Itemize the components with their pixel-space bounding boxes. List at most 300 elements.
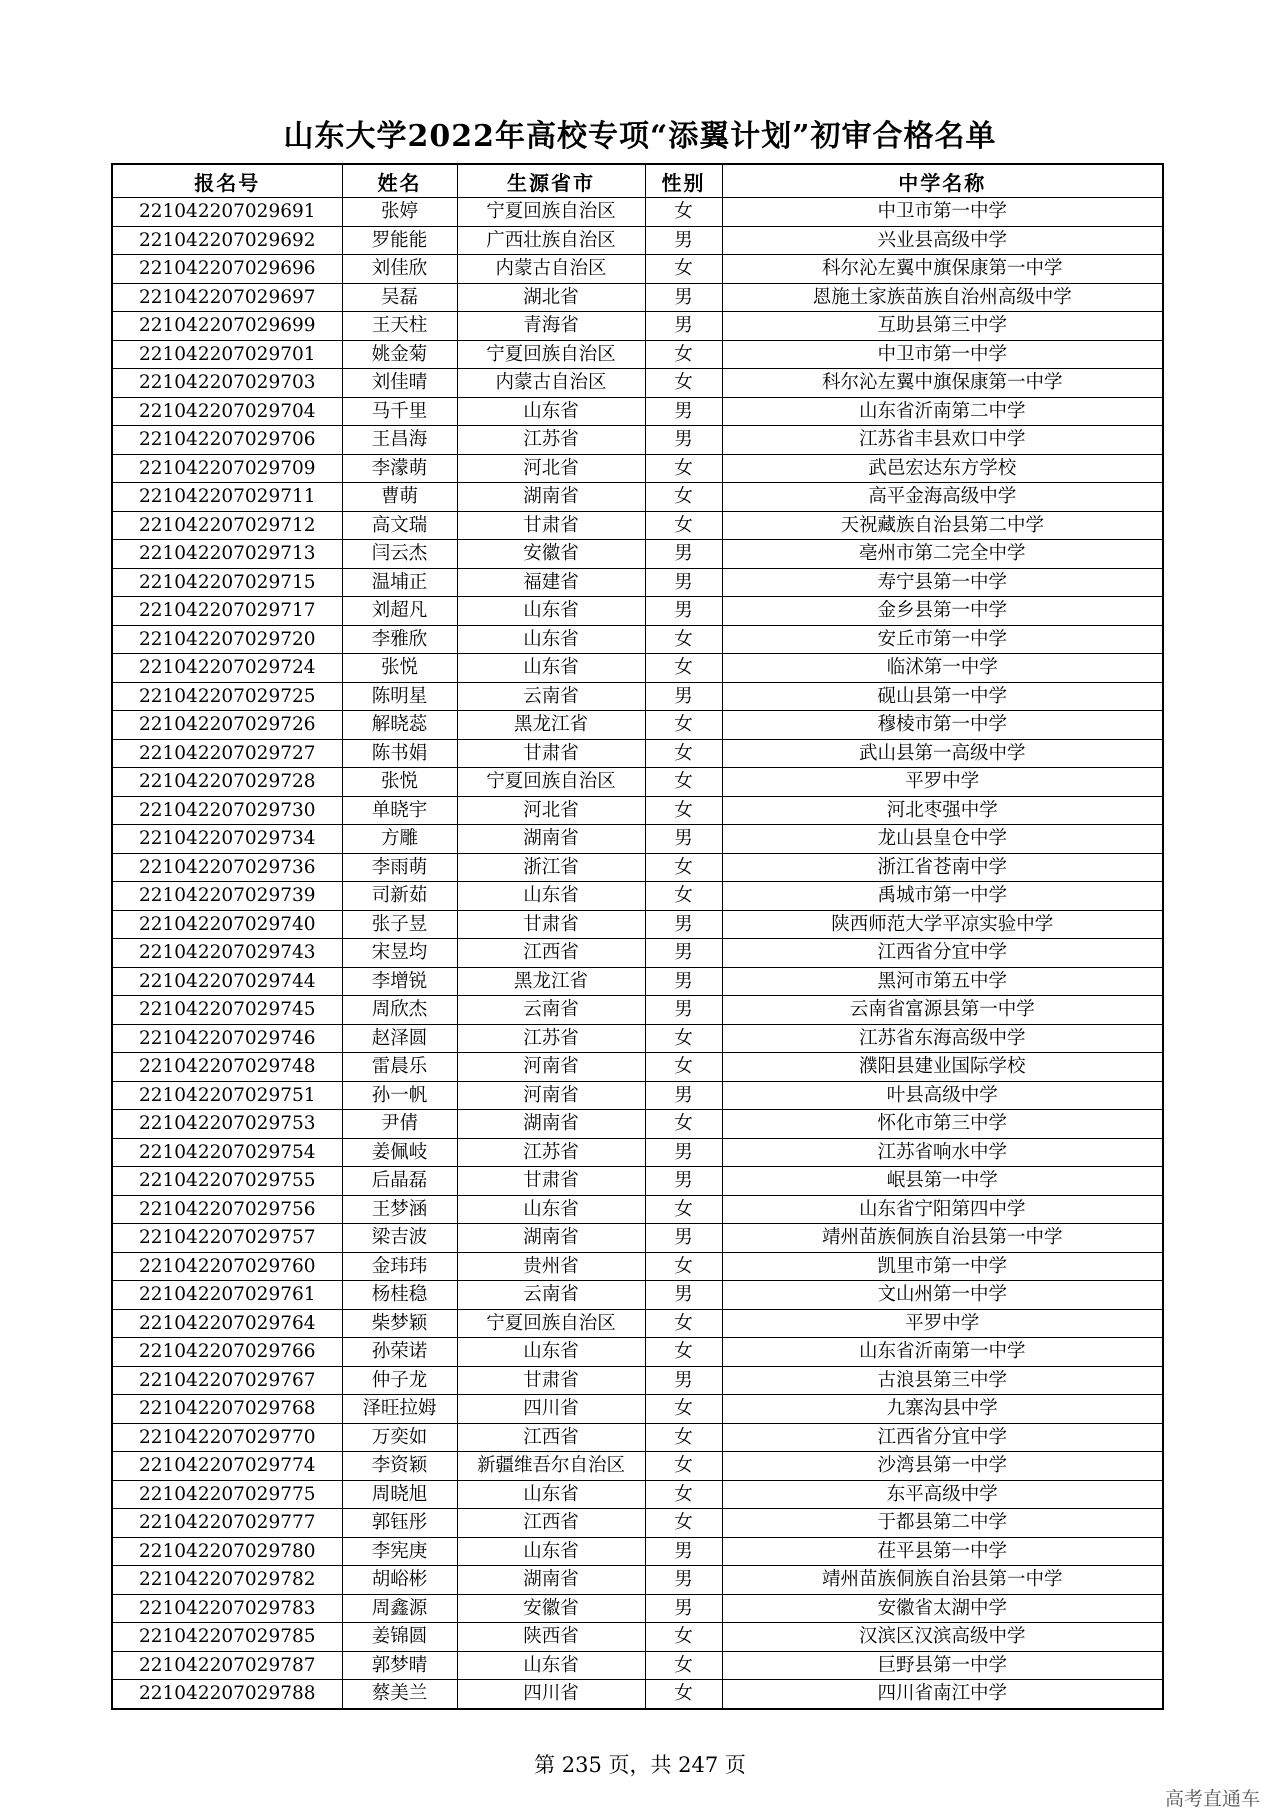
name-cell: 张悦 xyxy=(342,768,457,797)
gender-cell: 女 xyxy=(645,768,722,797)
province-cell: 宁夏回族自治区 xyxy=(457,768,645,797)
name-cell: 姜锦圆 xyxy=(342,1623,457,1652)
table-row xyxy=(112,882,1163,911)
province-cell: 江西省 xyxy=(457,1509,645,1538)
table-row xyxy=(112,1195,1163,1224)
table-row xyxy=(112,1566,1163,1595)
table-row xyxy=(112,540,1163,569)
gender-cell: 男 xyxy=(645,825,722,854)
table-row xyxy=(112,1594,1163,1623)
gender-cell: 女 xyxy=(645,1395,722,1424)
school-cell: 茌平县第一中学 xyxy=(722,1537,1163,1566)
name-cell: 孙一帆 xyxy=(342,1081,457,1110)
school-cell: 中卫市第一中学 xyxy=(722,198,1163,227)
registration-number-cell: 221042207029746 xyxy=(112,1024,342,1053)
province-cell: 山东省 xyxy=(457,1651,645,1680)
province-cell: 山东省 xyxy=(457,625,645,654)
registration-number-cell: 221042207029736 xyxy=(112,853,342,882)
gender-cell: 男 xyxy=(645,397,722,426)
province-cell: 云南省 xyxy=(457,1281,645,1310)
gender-cell: 男 xyxy=(645,597,722,626)
school-cell: 砚山县第一中学 xyxy=(722,682,1163,711)
gender-cell: 女 xyxy=(645,1480,722,1509)
table-row xyxy=(112,312,1163,341)
name-cell: 姚金菊 xyxy=(342,340,457,369)
name-cell: 宋昱均 xyxy=(342,939,457,968)
gender-cell: 男 xyxy=(645,226,722,255)
name-cell: 万奕如 xyxy=(342,1423,457,1452)
province-cell: 江西省 xyxy=(457,939,645,968)
province-cell: 四川省 xyxy=(457,1680,645,1709)
school-cell: 科尔沁左翼中旗保康第一中学 xyxy=(722,255,1163,284)
school-cell: 寿宁县第一中学 xyxy=(722,568,1163,597)
table-row xyxy=(112,226,1163,255)
school-cell: 靖州苗族侗族自治县第一中学 xyxy=(722,1224,1163,1253)
province-cell: 甘肃省 xyxy=(457,910,645,939)
gender-cell: 男 xyxy=(645,283,722,312)
name-cell: 金玮玮 xyxy=(342,1252,457,1281)
table-row xyxy=(112,711,1163,740)
name-cell: 方雕 xyxy=(342,825,457,854)
registration-number-cell: 221042207029713 xyxy=(112,540,342,569)
school-cell: 临沭第一中学 xyxy=(722,654,1163,683)
school-cell: 濮阳县建业国际学校 xyxy=(722,1053,1163,1082)
gender-cell: 男 xyxy=(645,682,722,711)
registration-number-cell: 221042207029782 xyxy=(112,1566,342,1595)
registration-number-cell: 221042207029755 xyxy=(112,1167,342,1196)
school-cell: 巨野县第一中学 xyxy=(722,1651,1163,1680)
gender-cell: 女 xyxy=(645,1680,722,1709)
registration-number-cell: 221042207029696 xyxy=(112,255,342,284)
table-row xyxy=(112,454,1163,483)
school-cell: 岷县第一中学 xyxy=(722,1167,1163,1196)
gender-cell: 男 xyxy=(645,1366,722,1395)
province-cell: 山东省 xyxy=(457,397,645,426)
province-cell: 江西省 xyxy=(457,1423,645,1452)
table-row xyxy=(112,1537,1163,1566)
table-row xyxy=(112,1110,1163,1139)
province-cell: 山东省 xyxy=(457,1195,645,1224)
gender-cell: 男 xyxy=(645,1224,722,1253)
school-cell: 山东省沂南第二中学 xyxy=(722,397,1163,426)
table-row xyxy=(112,1053,1163,1082)
province-cell: 新疆维吾尔自治区 xyxy=(457,1452,645,1481)
school-cell: 穆棱市第一中学 xyxy=(722,711,1163,740)
table-row xyxy=(112,483,1163,512)
name-cell: 周鑫源 xyxy=(342,1594,457,1623)
school-cell: 龙山县皇仓中学 xyxy=(722,825,1163,854)
registration-number-cell: 221042207029787 xyxy=(112,1651,342,1680)
name-cell: 柴梦颖 xyxy=(342,1309,457,1338)
table-row xyxy=(112,255,1163,284)
school-cell: 江西省分宜中学 xyxy=(722,939,1163,968)
school-cell: 恩施土家族苗族自治州高级中学 xyxy=(722,283,1163,312)
gender-cell: 女 xyxy=(645,1623,722,1652)
province-cell: 山东省 xyxy=(457,1480,645,1509)
name-cell: 郭梦晴 xyxy=(342,1651,457,1680)
header-province: 生源省市 xyxy=(457,164,645,198)
school-cell: 凯里市第一中学 xyxy=(722,1252,1163,1281)
gender-cell: 男 xyxy=(645,967,722,996)
table-row xyxy=(112,1395,1163,1424)
gender-cell: 女 xyxy=(645,1651,722,1680)
registration-number-cell: 221042207029764 xyxy=(112,1309,342,1338)
school-cell: 山东省沂南第一中学 xyxy=(722,1338,1163,1367)
name-cell: 李资颖 xyxy=(342,1452,457,1481)
province-cell: 湖南省 xyxy=(457,483,645,512)
school-cell: 沙湾县第一中学 xyxy=(722,1452,1163,1481)
gender-cell: 男 xyxy=(645,1566,722,1595)
school-cell: 互助县第三中学 xyxy=(722,312,1163,341)
page-number: 第 235 页，共 247 页 xyxy=(534,1753,746,1777)
name-cell: 杨桂稳 xyxy=(342,1281,457,1310)
province-cell: 湖南省 xyxy=(457,825,645,854)
province-cell: 安徽省 xyxy=(457,1594,645,1623)
province-cell: 河北省 xyxy=(457,796,645,825)
gender-cell: 男 xyxy=(645,1281,722,1310)
name-cell: 张悦 xyxy=(342,654,457,683)
header-name: 姓名 xyxy=(342,164,457,198)
name-cell: 尹倩 xyxy=(342,1110,457,1139)
gender-cell: 女 xyxy=(645,1053,722,1082)
registration-number-cell: 221042207029697 xyxy=(112,283,342,312)
table-row xyxy=(112,1252,1163,1281)
gender-cell: 女 xyxy=(645,340,722,369)
name-cell: 雷晨乐 xyxy=(342,1053,457,1082)
name-cell: 李宪庚 xyxy=(342,1537,457,1566)
registration-number-cell: 221042207029728 xyxy=(112,768,342,797)
province-cell: 云南省 xyxy=(457,682,645,711)
table-row xyxy=(112,1167,1163,1196)
name-cell: 张子昱 xyxy=(342,910,457,939)
school-cell: 云南省富源县第一中学 xyxy=(722,996,1163,1025)
gender-cell: 女 xyxy=(645,1338,722,1367)
school-cell: 江苏省响水中学 xyxy=(722,1138,1163,1167)
registration-number-cell: 221042207029712 xyxy=(112,511,342,540)
name-cell: 李雅欣 xyxy=(342,625,457,654)
registration-number-cell: 221042207029767 xyxy=(112,1366,342,1395)
province-cell: 河南省 xyxy=(457,1053,645,1082)
gender-cell: 女 xyxy=(645,1024,722,1053)
province-cell: 甘肃省 xyxy=(457,511,645,540)
registration-number-cell: 221042207029748 xyxy=(112,1053,342,1082)
school-cell: 江西省分宜中学 xyxy=(722,1423,1163,1452)
candidate-table xyxy=(111,163,1164,1710)
page-title: 山东大学2022年高校专项“添翼计划”初审合格名单 xyxy=(283,119,997,154)
table-row xyxy=(112,996,1163,1025)
registration-number-cell: 221042207029774 xyxy=(112,1452,342,1481)
registration-number-cell: 221042207029711 xyxy=(112,483,342,512)
registration-number-cell: 221042207029739 xyxy=(112,882,342,911)
table-row xyxy=(112,825,1163,854)
table-row xyxy=(112,1623,1163,1652)
table-row xyxy=(112,1081,1163,1110)
registration-number-cell: 221042207029751 xyxy=(112,1081,342,1110)
school-cell: 平罗中学 xyxy=(722,1309,1163,1338)
registration-number-cell: 221042207029703 xyxy=(112,369,342,398)
registration-number-cell: 221042207029691 xyxy=(112,198,342,227)
school-cell: 科尔沁左翼中旗保康第一中学 xyxy=(722,369,1163,398)
gender-cell: 女 xyxy=(645,796,722,825)
name-cell: 蔡美兰 xyxy=(342,1680,457,1709)
gender-cell: 女 xyxy=(645,853,722,882)
name-cell: 梁吉波 xyxy=(342,1224,457,1253)
school-cell: 武邑宏达东方学校 xyxy=(722,454,1163,483)
table-row xyxy=(112,597,1163,626)
school-cell: 平罗中学 xyxy=(722,768,1163,797)
school-cell: 四川省南江中学 xyxy=(722,1680,1163,1709)
registration-number-cell: 221042207029760 xyxy=(112,1252,342,1281)
registration-number-cell: 221042207029783 xyxy=(112,1594,342,1623)
province-cell: 湖北省 xyxy=(457,283,645,312)
school-cell: 金乡县第一中学 xyxy=(722,597,1163,626)
registration-number-cell: 221042207029788 xyxy=(112,1680,342,1709)
registration-number-cell: 221042207029744 xyxy=(112,967,342,996)
name-cell: 马千里 xyxy=(342,397,457,426)
name-cell: 周欣杰 xyxy=(342,996,457,1025)
name-cell: 陈明星 xyxy=(342,682,457,711)
registration-number-cell: 221042207029785 xyxy=(112,1623,342,1652)
registration-number-cell: 221042207029768 xyxy=(112,1395,342,1424)
registration-number-cell: 221042207029715 xyxy=(112,568,342,597)
school-cell: 中卫市第一中学 xyxy=(722,340,1163,369)
province-cell: 山东省 xyxy=(457,654,645,683)
table-row xyxy=(112,796,1163,825)
name-cell: 高文瑞 xyxy=(342,511,457,540)
registration-number-cell: 221042207029780 xyxy=(112,1537,342,1566)
registration-number-cell: 221042207029701 xyxy=(112,340,342,369)
school-cell: 山东省宁阳第四中学 xyxy=(722,1195,1163,1224)
province-cell: 贵州省 xyxy=(457,1252,645,1281)
name-cell: 胡峪彬 xyxy=(342,1566,457,1595)
table-row xyxy=(112,1338,1163,1367)
table-row xyxy=(112,397,1163,426)
name-cell: 泽旺拉姆 xyxy=(342,1395,457,1424)
registration-number-cell: 221042207029724 xyxy=(112,654,342,683)
province-cell: 河南省 xyxy=(457,1081,645,1110)
province-cell: 江苏省 xyxy=(457,426,645,455)
province-cell: 青海省 xyxy=(457,312,645,341)
name-cell: 刘佳欣 xyxy=(342,255,457,284)
watermark: 高考直通车 xyxy=(1164,1788,1260,1810)
gender-cell: 男 xyxy=(645,1167,722,1196)
name-cell: 赵泽圆 xyxy=(342,1024,457,1053)
school-cell: 武山县第一高级中学 xyxy=(722,739,1163,768)
registration-number-cell: 221042207029725 xyxy=(112,682,342,711)
table-body xyxy=(112,198,1163,1709)
registration-number-cell: 221042207029756 xyxy=(112,1195,342,1224)
table-row xyxy=(112,625,1163,654)
school-cell: 怀化市第三中学 xyxy=(722,1110,1163,1139)
name-cell: 郭钰彤 xyxy=(342,1509,457,1538)
table-row xyxy=(112,1651,1163,1680)
province-cell: 甘肃省 xyxy=(457,1167,645,1196)
gender-cell: 男 xyxy=(645,568,722,597)
gender-cell: 女 xyxy=(645,255,722,284)
table-row xyxy=(112,654,1163,683)
school-cell: 天祝藏族自治县第二中学 xyxy=(722,511,1163,540)
name-cell: 陈书娟 xyxy=(342,739,457,768)
table-row xyxy=(112,1224,1163,1253)
province-cell: 浙江省 xyxy=(457,853,645,882)
province-cell: 甘肃省 xyxy=(457,1366,645,1395)
table-row xyxy=(112,739,1163,768)
name-cell: 李增锐 xyxy=(342,967,457,996)
gender-cell: 女 xyxy=(645,739,722,768)
school-cell: 东平高级中学 xyxy=(722,1480,1163,1509)
name-cell: 王天柱 xyxy=(342,312,457,341)
table-row xyxy=(112,1309,1163,1338)
name-cell: 李雨萌 xyxy=(342,853,457,882)
gender-cell: 女 xyxy=(645,882,722,911)
gender-cell: 男 xyxy=(645,1138,722,1167)
registration-number-cell: 221042207029740 xyxy=(112,910,342,939)
table-row xyxy=(112,1138,1163,1167)
school-cell: 陕西师范大学平凉实验中学 xyxy=(722,910,1163,939)
table-row xyxy=(112,340,1163,369)
name-cell: 李濛萌 xyxy=(342,454,457,483)
province-cell: 河北省 xyxy=(457,454,645,483)
registration-number-cell: 221042207029720 xyxy=(112,625,342,654)
table-row xyxy=(112,910,1163,939)
registration-number-cell: 221042207029743 xyxy=(112,939,342,968)
gender-cell: 女 xyxy=(645,711,722,740)
school-cell: 靖州苗族侗族自治县第一中学 xyxy=(722,1566,1163,1595)
name-cell: 刘超凡 xyxy=(342,597,457,626)
header-registration-number: 报名号 xyxy=(112,164,342,198)
school-cell: 江苏省东海高级中学 xyxy=(722,1024,1163,1053)
province-cell: 山东省 xyxy=(457,1537,645,1566)
table-row xyxy=(112,939,1163,968)
gender-cell: 男 xyxy=(645,1594,722,1623)
gender-cell: 女 xyxy=(645,1195,722,1224)
province-cell: 黑龙江省 xyxy=(457,967,645,996)
province-cell: 内蒙古自治区 xyxy=(457,255,645,284)
name-cell: 仲子龙 xyxy=(342,1366,457,1395)
gender-cell: 女 xyxy=(645,1452,722,1481)
table-row xyxy=(112,426,1163,455)
registration-number-cell: 221042207029734 xyxy=(112,825,342,854)
table-row xyxy=(112,853,1163,882)
table-row xyxy=(112,198,1163,227)
registration-number-cell: 221042207029745 xyxy=(112,996,342,1025)
gender-cell: 男 xyxy=(645,426,722,455)
registration-number-cell: 221042207029754 xyxy=(112,1138,342,1167)
province-cell: 湖南省 xyxy=(457,1566,645,1595)
gender-cell: 男 xyxy=(645,312,722,341)
name-cell: 刘佳晴 xyxy=(342,369,457,398)
school-cell: 江苏省丰县欢口中学 xyxy=(722,426,1163,455)
province-cell: 湖南省 xyxy=(457,1110,645,1139)
name-cell: 闫云杰 xyxy=(342,540,457,569)
registration-number-cell: 221042207029692 xyxy=(112,226,342,255)
gender-cell: 女 xyxy=(645,1110,722,1139)
name-cell: 曹萌 xyxy=(342,483,457,512)
header-gender: 性别 xyxy=(645,164,722,198)
school-cell: 黑河市第五中学 xyxy=(722,967,1163,996)
province-cell: 黑龙江省 xyxy=(457,711,645,740)
province-cell: 云南省 xyxy=(457,996,645,1025)
table-row xyxy=(112,1680,1163,1709)
province-cell: 山东省 xyxy=(457,1338,645,1367)
name-cell: 后晶磊 xyxy=(342,1167,457,1196)
registration-number-cell: 221042207029766 xyxy=(112,1338,342,1367)
gender-cell: 女 xyxy=(645,1252,722,1281)
table-row xyxy=(112,369,1163,398)
table-row xyxy=(112,682,1163,711)
province-cell: 四川省 xyxy=(457,1395,645,1424)
gender-cell: 女 xyxy=(645,454,722,483)
gender-cell: 男 xyxy=(645,1537,722,1566)
name-cell: 解晓蕊 xyxy=(342,711,457,740)
gender-cell: 女 xyxy=(645,654,722,683)
province-cell: 甘肃省 xyxy=(457,739,645,768)
name-cell: 周晓旭 xyxy=(342,1480,457,1509)
table-row xyxy=(112,1423,1163,1452)
name-cell: 温埔正 xyxy=(342,568,457,597)
school-cell: 古浪县第三中学 xyxy=(722,1366,1163,1395)
gender-cell: 女 xyxy=(645,369,722,398)
school-cell: 安徽省太湖中学 xyxy=(722,1594,1163,1623)
gender-cell: 男 xyxy=(645,939,722,968)
table-row xyxy=(112,1366,1163,1395)
registration-number-cell: 221042207029727 xyxy=(112,739,342,768)
school-cell: 亳州市第二完全中学 xyxy=(722,540,1163,569)
province-cell: 内蒙古自治区 xyxy=(457,369,645,398)
school-cell: 文山州第一中学 xyxy=(722,1281,1163,1310)
school-cell: 汉滨区汉滨高级中学 xyxy=(722,1623,1163,1652)
gender-cell: 女 xyxy=(645,625,722,654)
gender-cell: 男 xyxy=(645,1081,722,1110)
province-cell: 福建省 xyxy=(457,568,645,597)
table-header-row xyxy=(112,164,1163,198)
gender-cell: 女 xyxy=(645,511,722,540)
name-cell: 张婷 xyxy=(342,198,457,227)
school-cell: 浙江省苍南中学 xyxy=(722,853,1163,882)
province-cell: 山东省 xyxy=(457,882,645,911)
registration-number-cell: 221042207029775 xyxy=(112,1480,342,1509)
name-cell: 王昌海 xyxy=(342,426,457,455)
school-cell: 于都县第二中学 xyxy=(722,1509,1163,1538)
gender-cell: 女 xyxy=(645,1509,722,1538)
school-cell: 九寨沟县中学 xyxy=(722,1395,1163,1424)
table-row xyxy=(112,967,1163,996)
table-row xyxy=(112,1024,1163,1053)
gender-cell: 女 xyxy=(645,1423,722,1452)
name-cell: 吴磊 xyxy=(342,283,457,312)
table-row xyxy=(112,768,1163,797)
registration-number-cell: 221042207029753 xyxy=(112,1110,342,1139)
province-cell: 陕西省 xyxy=(457,1623,645,1652)
table-row xyxy=(112,1452,1163,1481)
school-cell: 高平金海高级中学 xyxy=(722,483,1163,512)
school-cell: 安丘市第一中学 xyxy=(722,625,1163,654)
table-row xyxy=(112,511,1163,540)
gender-cell: 男 xyxy=(645,996,722,1025)
registration-number-cell: 221042207029761 xyxy=(112,1281,342,1310)
province-cell: 江苏省 xyxy=(457,1024,645,1053)
registration-number-cell: 221042207029699 xyxy=(112,312,342,341)
registration-number-cell: 221042207029704 xyxy=(112,397,342,426)
name-cell: 王梦涵 xyxy=(342,1195,457,1224)
registration-number-cell: 221042207029726 xyxy=(112,711,342,740)
gender-cell: 男 xyxy=(645,540,722,569)
header-school: 中学名称 xyxy=(722,164,1163,198)
school-cell: 叶县高级中学 xyxy=(722,1081,1163,1110)
registration-number-cell: 221042207029757 xyxy=(112,1224,342,1253)
province-cell: 宁夏回族自治区 xyxy=(457,198,645,227)
name-cell: 孙荣诺 xyxy=(342,1338,457,1367)
